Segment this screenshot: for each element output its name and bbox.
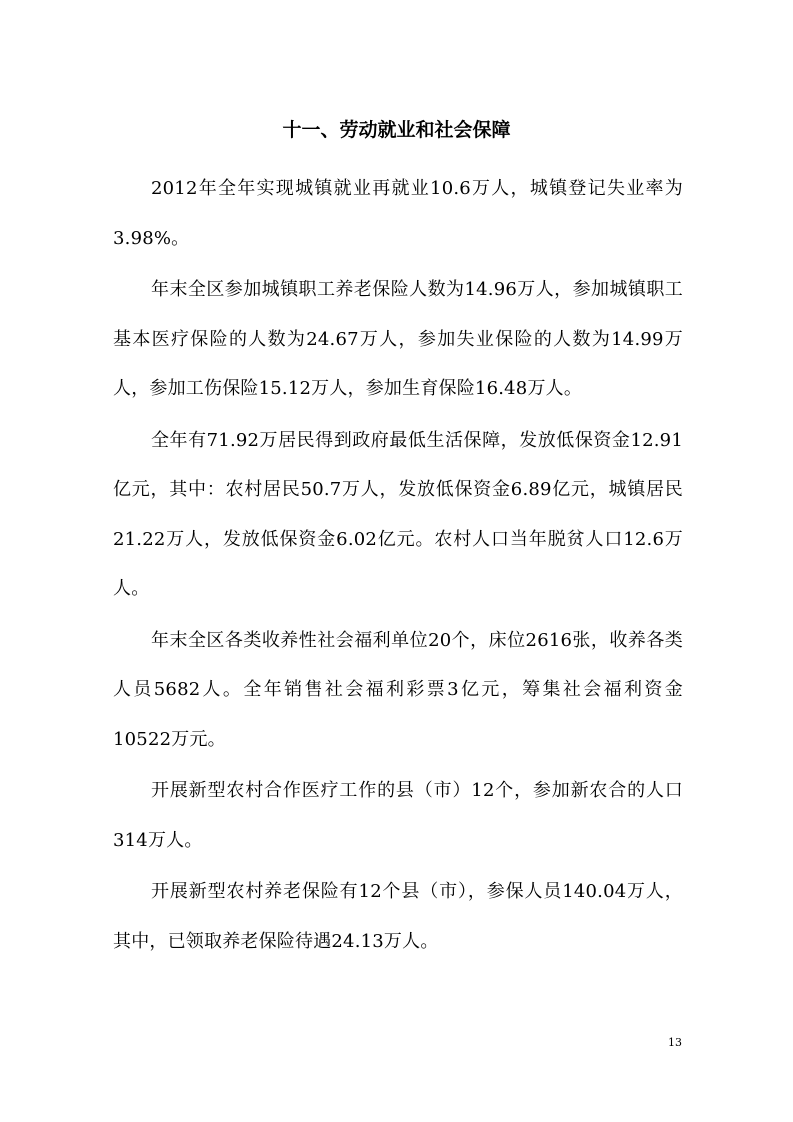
paragraph-rural-pension: 开展新型农村养老保险有12个县（市），参保人员140.04万人，其中，已领取养老保险待遇24.13万人。	[113, 881, 683, 952]
paragraph-rural-medical: 开展新型农村合作医疗工作的县（市）12个，参加新农合的人口314万人。	[113, 780, 683, 851]
page-number: 13	[668, 1036, 682, 1049]
section-title: 十一、劳动就业和社会保障	[282, 119, 511, 141]
paragraph-welfare: 年末全区各类收养性社会福利单位20个，床位2616张，收养各类人员5682人。全年销售社会福利彩票3亿元，筹集社会福利资金10522万元。	[113, 629, 683, 750]
document-body	[113, 164, 683, 968]
paragraph-employment: 2012年全年实现城镇就业再就业10.6万人，城镇登记失业率为3.98%。	[113, 178, 683, 249]
paragraph-insurance: 年末全区参加城镇职工养老保险人数为14.96万人，参加城镇职工基本医疗保险的人数为24.67万人，参加失业保险的人数为14.99万人，参加工伤保险15.12万人，参加生育保险16.48万人。	[113, 279, 683, 399]
paragraph-minimum-living: 全年有71.92万居民得到政府最低生活保障，发放低保资金12.91亿元，其中：农村居民50.7万人，发放低保资金6.89亿元，城镇居民21.22万人，发放低保资金6.02亿元。农村人口当年脱贫人口12.6万人。	[113, 429, 683, 599]
